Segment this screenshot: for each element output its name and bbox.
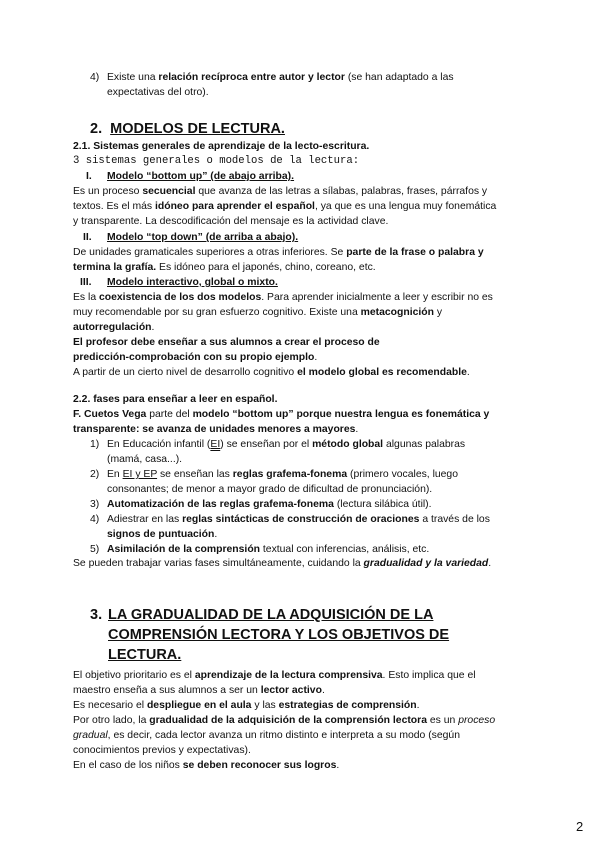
paragraph-line: En el caso de los niños se deben reconocer sus logros. (73, 760, 340, 771)
model-title: Modelo “bottom up” (de abajo arriba). (107, 171, 295, 182)
model-number: III. (80, 277, 92, 288)
paragraph-line: El objetivo prioritario es el aprendizaje de la lectura comprensiva. Esto implica que el (73, 670, 476, 681)
section-heading: LA GRADUALIDAD DE LA ADQUISICIÓN DE LA (108, 607, 434, 623)
paragraph-line: maestro enseña a sus alumnos a ser un lector activo. (73, 685, 325, 696)
paragraph-line: predicción-comprobación con su propio ejemplo. (73, 352, 318, 363)
model-title: Modelo interactivo, global o mixto. (107, 277, 278, 288)
mono-caption: 3 sistemas generales o modelos de la lectura: (73, 155, 360, 167)
paragraph-line: transparente: se avanza de unidades menores a mayores. (73, 424, 359, 435)
paragraph-line: Es la coexistencia de los dos modelos. Para aprender inicialmente a leer y escribir no es (73, 292, 493, 303)
paragraph-line: El profesor debe enseñar a sus alumnos a crear el proceso de (73, 337, 380, 348)
paragraph-line: Por otro lado, la gradualidad de la adquisición de la comprensión lectora es un proceso (73, 715, 496, 726)
section-number: 3. (90, 607, 103, 623)
paragraph-line: Se pueden trabajar varias fases simultáneamente, cuidando la gradualidad y la variedad. (73, 558, 492, 569)
list-item-text: Asimilación de la comprensión textual con inferencias, análisis, etc. (107, 544, 430, 555)
list-number: 4) (90, 514, 100, 525)
model-number: I. (86, 171, 92, 182)
paragraph-line: De unidades gramaticales superiores a otras inferiores. Se parte de la frase o palabra y (73, 247, 484, 258)
subsection-heading: 2.1. Sistemas generales de aprendizaje de la lecto-escritura. (73, 141, 370, 152)
list-item-text-line2: consonantes; de menor a mayor grado de dificultad de pronunciación). (107, 484, 433, 495)
list-item-text: Automatización de las reglas grafema-fonema (lectura silábica útil). (107, 499, 432, 510)
paragraph-line: textos. Es el más idóneo para aprender el español, ya que es una lengua muy fonemática (73, 201, 497, 212)
list-number: 3) (90, 499, 100, 510)
paragraph-line: termina la grafía. Es idóneo para el japonés, chino, coreano, etc. (73, 262, 376, 273)
paragraph-line: Es necesario el despliegue en el aula y las estrategias de comprensión. (73, 700, 420, 711)
list-item-text-line2: (mamá, casa...). (107, 454, 183, 465)
model-number: II. (83, 232, 92, 243)
subsection-heading: 2.2. fases para enseñar a leer en español. (73, 394, 278, 405)
list-item-text: En Educación infantil (EI) se enseñan por el método global algunas palabras (107, 439, 466, 450)
list-item-text: Adiestrar en las reglas sintácticas de construcción de oraciones a través de los (107, 514, 490, 525)
list-number: 4) (90, 72, 100, 83)
paragraph-line: autorregulación. (73, 322, 155, 333)
list-number: 1) (90, 439, 100, 450)
list-number: 2) (90, 469, 100, 480)
paragraph-line: gradual, es decir, cada lector avanza un ritmo distinto e interpreta a su modo (según (73, 730, 460, 741)
paragraph-line: muy recomendable por su gran esfuerzo cognitivo. Existe una metacognición y (73, 307, 443, 318)
paragraph-line: A partir de un cierto nivel de desarrollo cognitivo el modelo global es recomendable. (73, 367, 470, 378)
section-heading: 2. MODELOS DE LECTURA. (90, 121, 285, 137)
list-number: 5) (90, 544, 100, 555)
paragraph-line: Es un proceso secuencial que avanza de las letras a sílabas, palabras, frases, párrafos y (73, 186, 488, 197)
paragraph-line: F. Cuetos Vega parte del modelo “bottom up” porque nuestra lengua es fonemática y (73, 409, 490, 420)
paragraph-line: y transparente. La descodificación del mensaje es la actividad clave. (73, 216, 389, 227)
paragraph-line: conocimientos previos y expectativas). (73, 745, 251, 756)
list-item-text-line2: expectativas del otro). (107, 87, 209, 98)
list-item-text: Existe una relación recíproca entre autor y lector (se han adaptado a las (107, 72, 454, 83)
model-title: Modelo “top down” (de arriba a abajo). (107, 232, 299, 243)
list-item-text-line2: signos de puntuación. (107, 529, 218, 540)
section-heading-line3: LECTURA. (108, 647, 182, 663)
list-item-text: En EI y EP se enseñan las reglas grafema-fonema (primero vocales, luego (107, 469, 458, 480)
page-number: 2 (576, 819, 584, 834)
section-heading-line2: COMPRENSIÓN LECTORA Y LOS OBJETIVOS DE (108, 627, 450, 643)
